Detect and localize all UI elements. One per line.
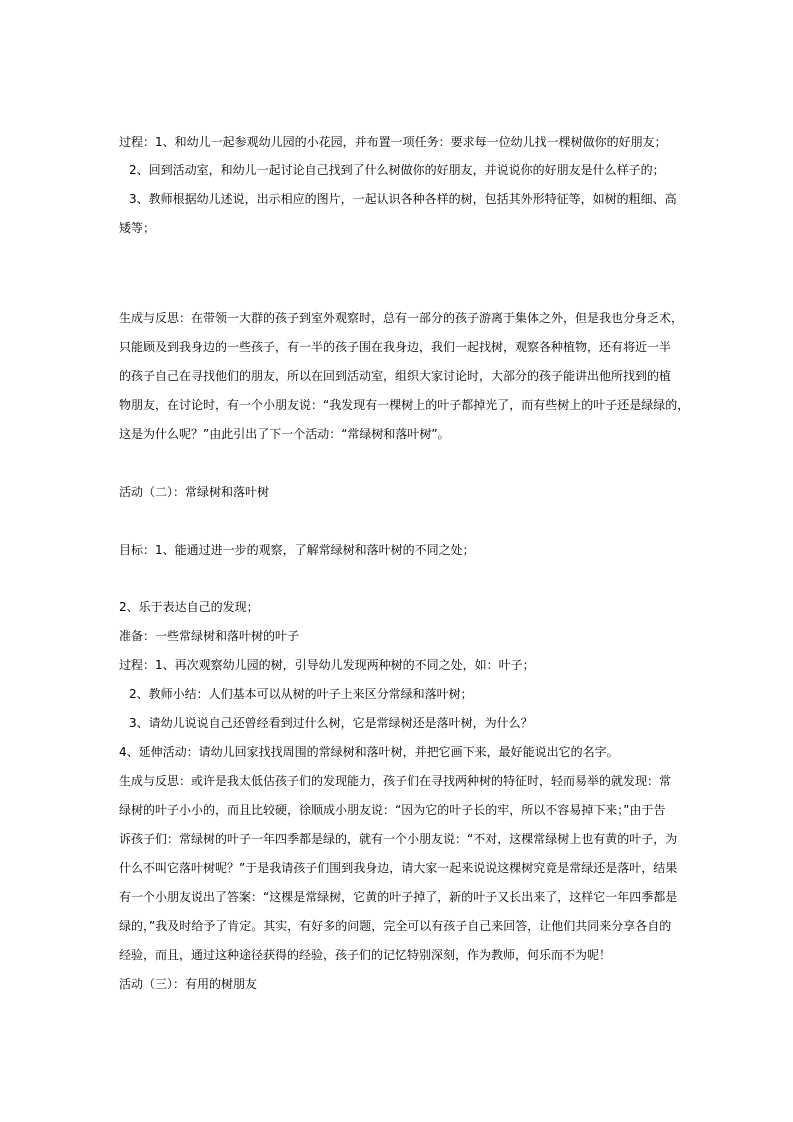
reflection-2-line-5: 有一个小朋友说出了答案：“这棵是常绿树，它黄的叶子掉了，新的叶子又长出来了，这样它一年四季都是 <box>119 890 678 904</box>
process-line-3: 3、教师根据幼儿述说，出示相应的图片，一起认识各种各样的树，包括其外形特征等，如树的粗细、高 <box>129 192 677 206</box>
goal-line-2: 2、乐于表达自己的发现； <box>119 600 259 614</box>
goal-line-1: 目标：1、能通过进一步的观察，了解常绿树和落叶树的不同之处； <box>119 543 475 557</box>
reflection-2-line-7: 经验，而且，通过这种途径获得的经验，孩子们的记忆特别深刻，作为教师，何乐而不为呢！ <box>119 948 612 962</box>
process-line-1: 过程：1、和幼儿一起参观幼儿园的小花园，并布置一项任务：要求每一位幼儿找一棵树做你的好朋友； <box>119 135 667 149</box>
reflection-2-line-4: 什么不叫它落叶树呢？”于是我请孩子们围到我身边，请大家一起来说说这棵树究竟是常绿还是落叶，结果 <box>119 861 678 875</box>
reflection-1-line-1: 生成与反思：在带领一大群的孩子到室外观察时，总有一部分的孩子游离于集体之外，但是我也分身乏术， <box>119 311 684 325</box>
reflection-2-line-2: 绿树的叶子小小的，而且比较硬，徐顺成小朋友说：“因为它的叶子长的牢，所以不容易掉下来；”由于告 <box>119 803 666 817</box>
reflection-2-line-1: 生成与反思：或许是我太低估孩子们的发现能力，孩子们在寻找两种树的特征时，轻而易举的就发现：常 <box>119 774 672 788</box>
activity-2-process-line-3: 3、请幼儿说说自己还曾经看到过什么树，它是常绿树还是落叶树，为什么？ <box>129 716 533 730</box>
reflection-1-line-4: 物朋友，在讨论时，有一个小朋友说：“我发现有一棵树上的叶子都掉光了，而有些树上的叶子还是绿绿的， <box>119 398 690 412</box>
reflection-1-line-3: 的孩子自己在寻找他们的朋友，所以在回到活动室，组织大家讨论时，大部分的孩子能讲出他所找到的植 <box>119 369 672 383</box>
activity-2-process-line-4: 4、延伸活动：请幼儿回家找找周围的常绿树和落叶树，并把它画下来，最好能说出它的名字。 <box>119 745 619 759</box>
reflection-2-line-6: 绿的，”我及时给予了肯定。其实，有好多的问题，完全可以有孩子自己来回答，让他们共同来分享各自的 <box>119 919 672 933</box>
activity-3-title: 活动（三）：有用的树朋友 <box>119 977 258 991</box>
reflection-1-line-2: 只能顾及到我身边的一些孩子，有一半的孩子围在我身边，我们一起找树，观察各种植物，还有将近一半 <box>119 340 672 354</box>
activity-2-process-line-1: 过程：1、再次观察幼儿园的树，引导幼儿发现两种树的不同之处，如：叶子； <box>119 658 535 672</box>
preparation-line: 准备：一些常绿树和落叶树的叶子 <box>119 629 300 643</box>
process-line-4: 矮等； <box>119 221 156 235</box>
reflection-2-line-3: 诉孩子们：常绿树的叶子一年四季都是绿的，就有一个小朋友说：“不对，这棵常绿树上也有黄的叶子，为 <box>119 832 678 846</box>
process-line-2: 2、回到活动室，和幼儿一起讨论自己找到了什么树做你的好朋友，并说说你的好朋友是什么样子的； <box>129 163 665 177</box>
reflection-1-line-5: 这是为什么呢？”由此引出了下一个活动：“常绿树和落叶树”。 <box>119 427 450 441</box>
activity-2-process-line-2: 2、教师小结：人们基本可以从树的叶子上来区分常绿和落叶树； <box>129 687 473 701</box>
activity-2-title: 活动（二）：常绿树和落叶树 <box>119 485 270 499</box>
